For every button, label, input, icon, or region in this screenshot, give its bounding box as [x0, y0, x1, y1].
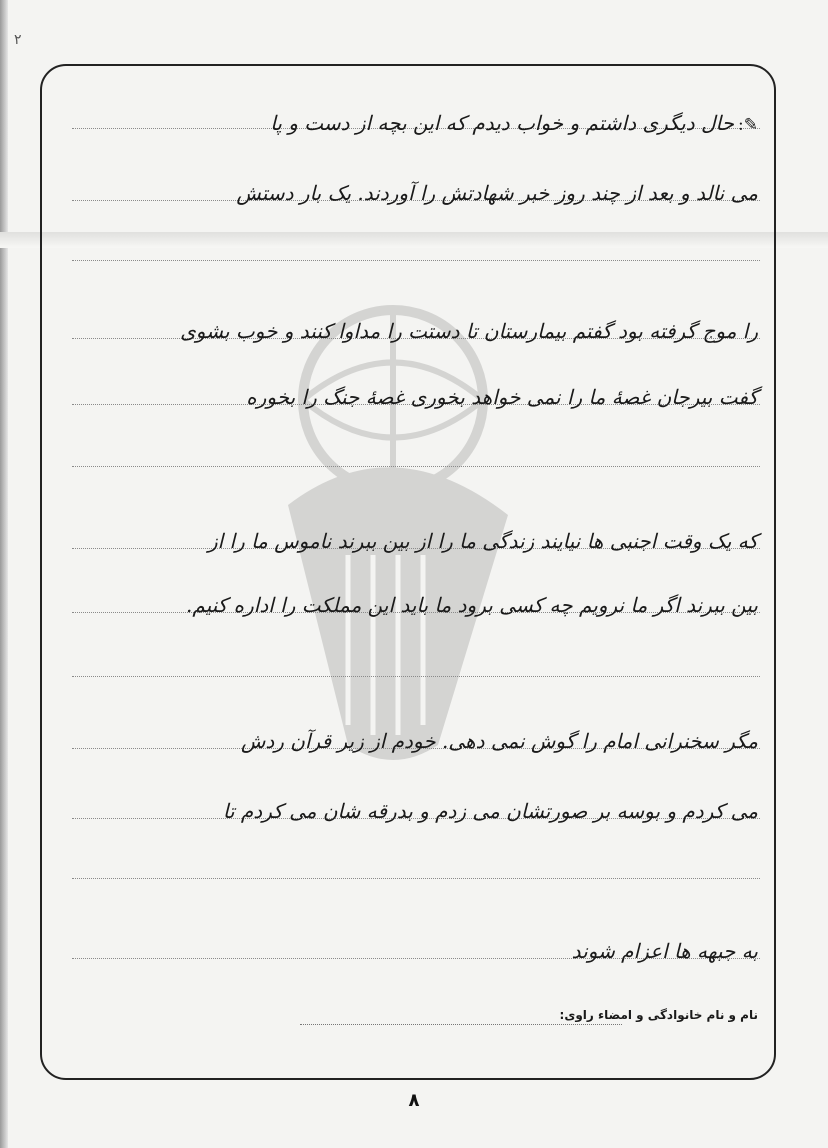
narrator-signature-label: نام و نام خانوادگی و امضاء راوی: — [559, 1008, 758, 1022]
handwritten-line-4: را موج گرفته بود گفتم بیمارستان تا دستت را مداوا کنند و خوب بشوی — [180, 319, 758, 343]
handwritten-line-8: بین ببرند اگر ما نرویم چه کسی برود ما باید این مملکت را اداره کنیم. — [186, 593, 758, 617]
signature-line — [300, 1024, 622, 1025]
page-corner-mark: ۲ — [14, 32, 22, 48]
ruled-line — [72, 260, 760, 261]
page-number: ۸ — [408, 1090, 420, 1111]
ruled-line — [72, 466, 760, 467]
handwritten-line-13: به جبهه ها اعزام شوند — [571, 939, 758, 963]
pencil-icon: ✎: — [738, 115, 758, 135]
ruled-line — [72, 878, 760, 879]
ruled-line — [72, 676, 760, 677]
handwritten-line-7: که یک وقت اجنبی ها نیایند زندگی ما را از بین ببرند ناموس ما را از — [207, 529, 758, 553]
binding-shadow — [0, 0, 8, 1148]
handwritten-line-5: گفت بیرجان غصهٔ ما را نمی خواهد بخوری غصهٔ جنگ را بخوره — [246, 385, 758, 409]
handwritten-line-10: مگر سخنرانی امام را گوش نمی دهی. خودم از زیر قرآن ردش — [240, 729, 758, 753]
handwritten-line-11: می کردم و بوسه بر صورتشان می زدم و بدرقه شان می کردم تا — [222, 799, 758, 823]
handwritten-line-2: می نالد و بعد از چند روز خبر شهادتش را آوردند. یک بار دستش — [236, 181, 758, 205]
handwritten-line-1: ✎:حال دیگری داشتم و خواب دیدم که این بچه از دست و پا — [270, 111, 758, 135]
